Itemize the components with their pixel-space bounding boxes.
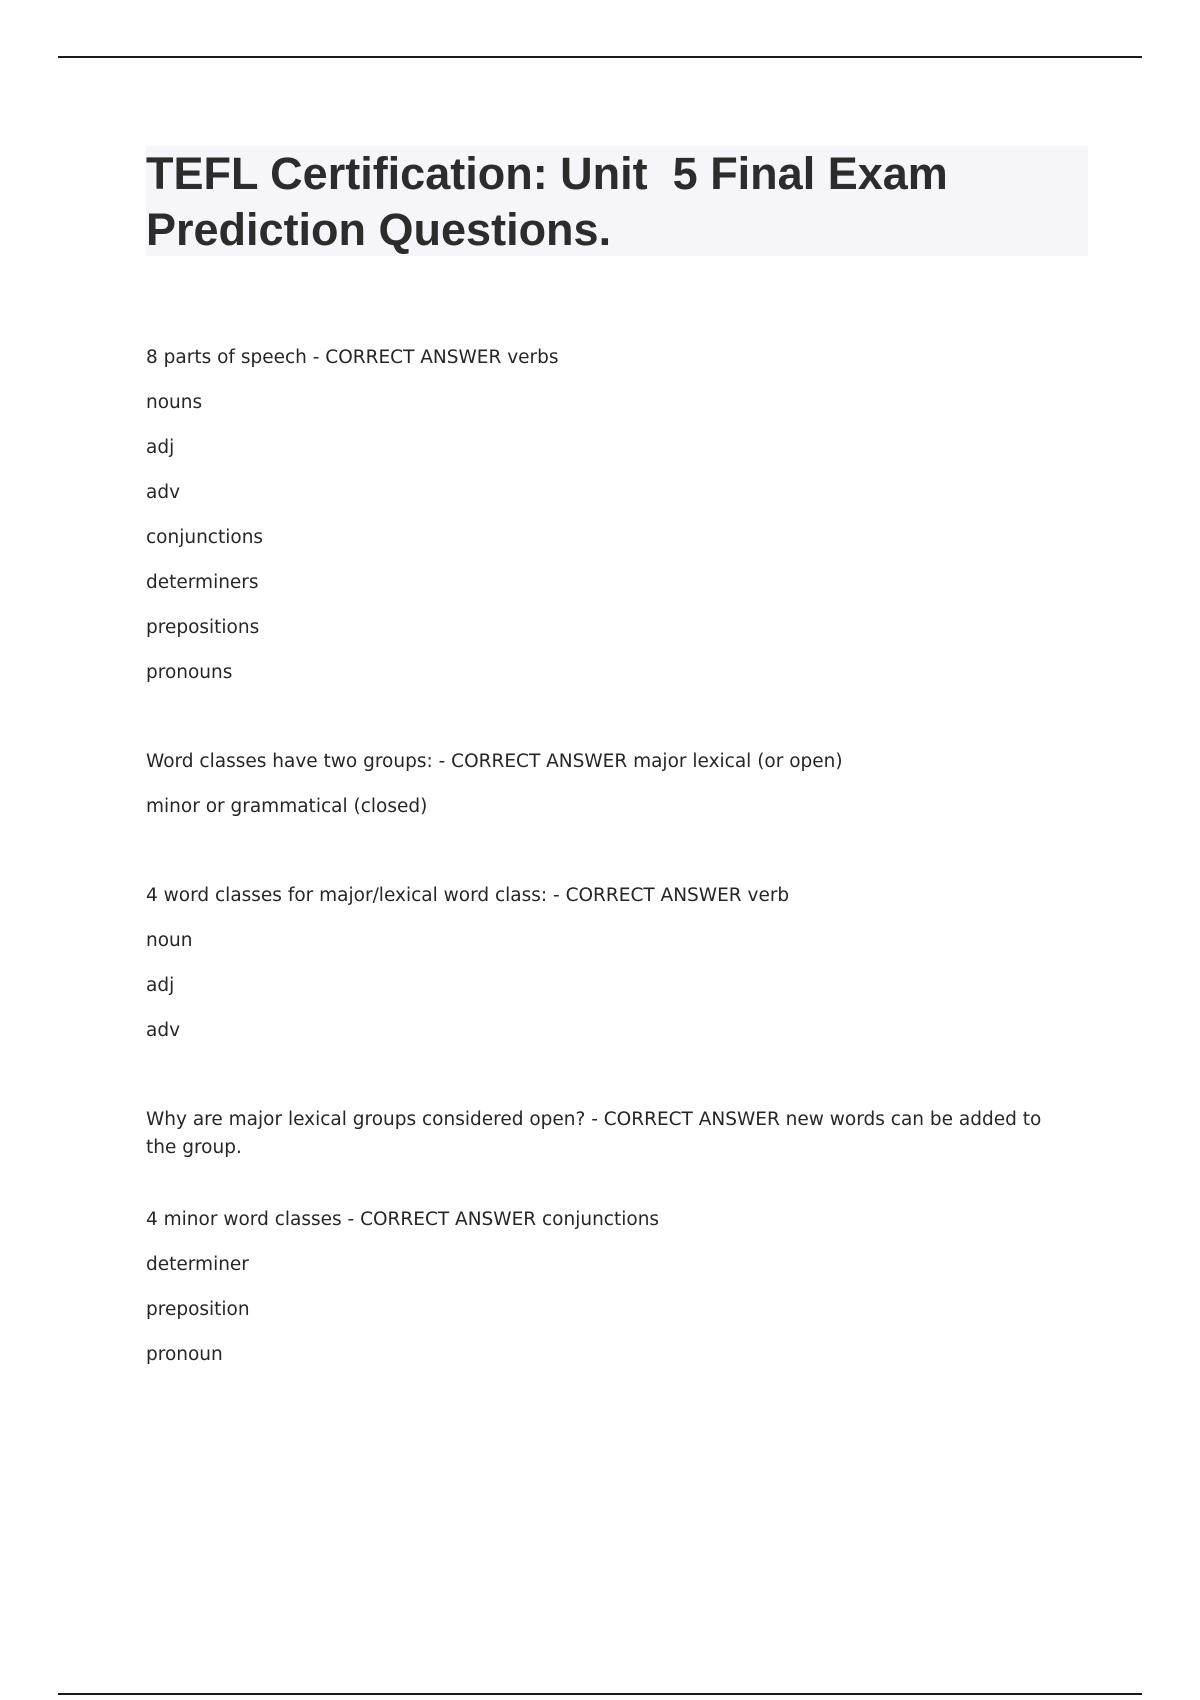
footer-rule [58,1693,1142,1695]
qa-line: pronoun [146,1344,223,1365]
qa-line: conjunctions [146,527,264,548]
qa-line: adj [146,975,175,996]
qa-line: Word classes have two groups: - CORRECT ANSWER major lexical (or open) [146,751,843,772]
qa-line: preposition [146,1299,250,1320]
qa-line: 4 word classes for major/lexical word class: - CORRECT ANSWER verb [146,885,790,906]
qa-line: nouns [146,392,203,413]
qa-item [146,882,1066,1062]
qa-item [146,344,1066,704]
qa-line: determiner [146,1254,249,1275]
qa-line: 8 parts of speech - CORRECT ANSWER verbs [146,347,559,368]
document-title: TEFL Certification: Unit 5 Final Exam Prediction Questions. [146,148,961,255]
qa-line: pronouns [146,662,233,683]
header-rule [58,56,1142,58]
qa-line: adj [146,437,175,458]
qa-line: 4 minor word classes - CORRECT ANSWER conjunctions [146,1209,660,1230]
qa-line: Why are major lexical groups considered open? - CORRECT ANSWER new words can be added to the group. [146,1109,1048,1158]
qa-item [146,1206,1066,1386]
qa-line: minor or grammatical (closed) [146,796,428,817]
title-block [146,146,1088,256]
qa-item [146,748,1066,838]
qa-line: adv [146,1020,181,1041]
qa-list [146,344,1066,1430]
qa-line: noun [146,930,193,951]
qa-line: determiners [146,572,259,593]
qa-line: adv [146,482,181,503]
qa-item [146,1106,1066,1162]
qa-line: prepositions [146,617,260,638]
